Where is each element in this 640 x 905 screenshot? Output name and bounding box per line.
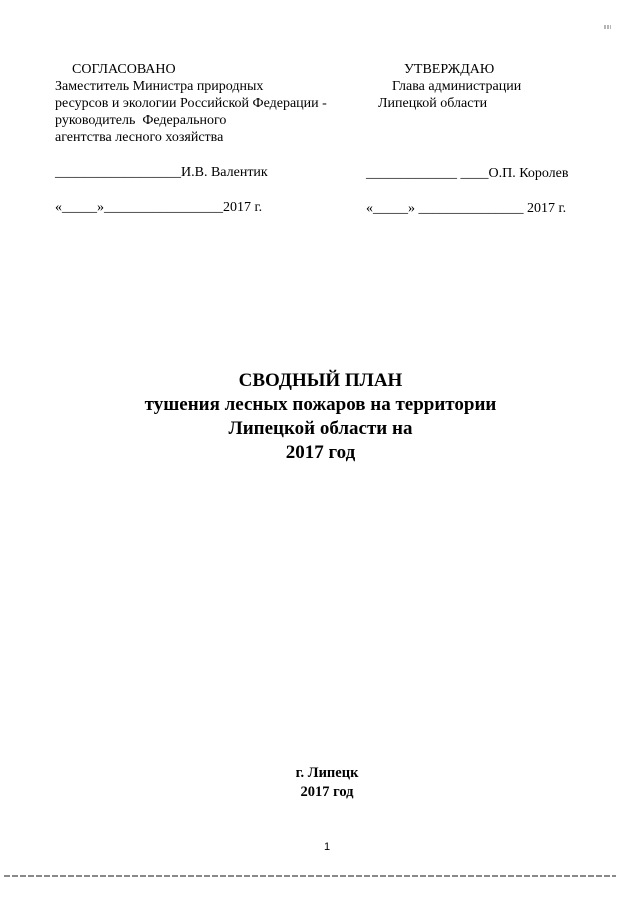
approved-position-line: Липецкой области bbox=[378, 96, 488, 111]
title-line: СВОДНЫЙ ПЛАН bbox=[238, 370, 403, 391]
approved-heading: УТВЕРЖДАЮ bbox=[404, 62, 495, 77]
document-footer bbox=[14, 764, 640, 802]
approved-position-line: Глава администрации bbox=[392, 79, 522, 94]
agreed-date-line: «_____»_________________2017 г. bbox=[55, 200, 263, 215]
approved-signature-line: _____________ ____О.П. Королев bbox=[366, 166, 569, 181]
document-title bbox=[1, 369, 640, 465]
corner-scan-mark bbox=[604, 25, 611, 29]
agreed-position-line: ресурсов и экологии Российской Федерации - bbox=[55, 96, 327, 111]
approved-date-line: «_____» _______________ 2017 г. bbox=[366, 201, 567, 216]
agreed-position-line: Заместитель Министра природных bbox=[55, 79, 264, 94]
title-line: тушения лесных пожаров на территории bbox=[144, 394, 497, 415]
agreed-heading: СОГЛАСОВАНО bbox=[72, 62, 176, 77]
agreed-signature-line: __________________И.В. Валентик bbox=[55, 165, 268, 180]
title-line: 2017 год bbox=[285, 442, 356, 463]
footer-city: г. Липецк bbox=[295, 765, 359, 781]
approval-block-approved bbox=[366, 61, 569, 217]
footer-year: 2017 год bbox=[300, 784, 354, 800]
agreed-position-line: руководитель Федерального bbox=[55, 113, 227, 128]
agreed-position-line: агентства лесного хозяйства bbox=[55, 130, 224, 145]
approval-block-agreed bbox=[55, 61, 327, 216]
bottom-dashed-divider bbox=[4, 875, 616, 877]
page-number: 1 bbox=[323, 841, 331, 853]
title-line: Липецкой области на bbox=[228, 418, 413, 439]
